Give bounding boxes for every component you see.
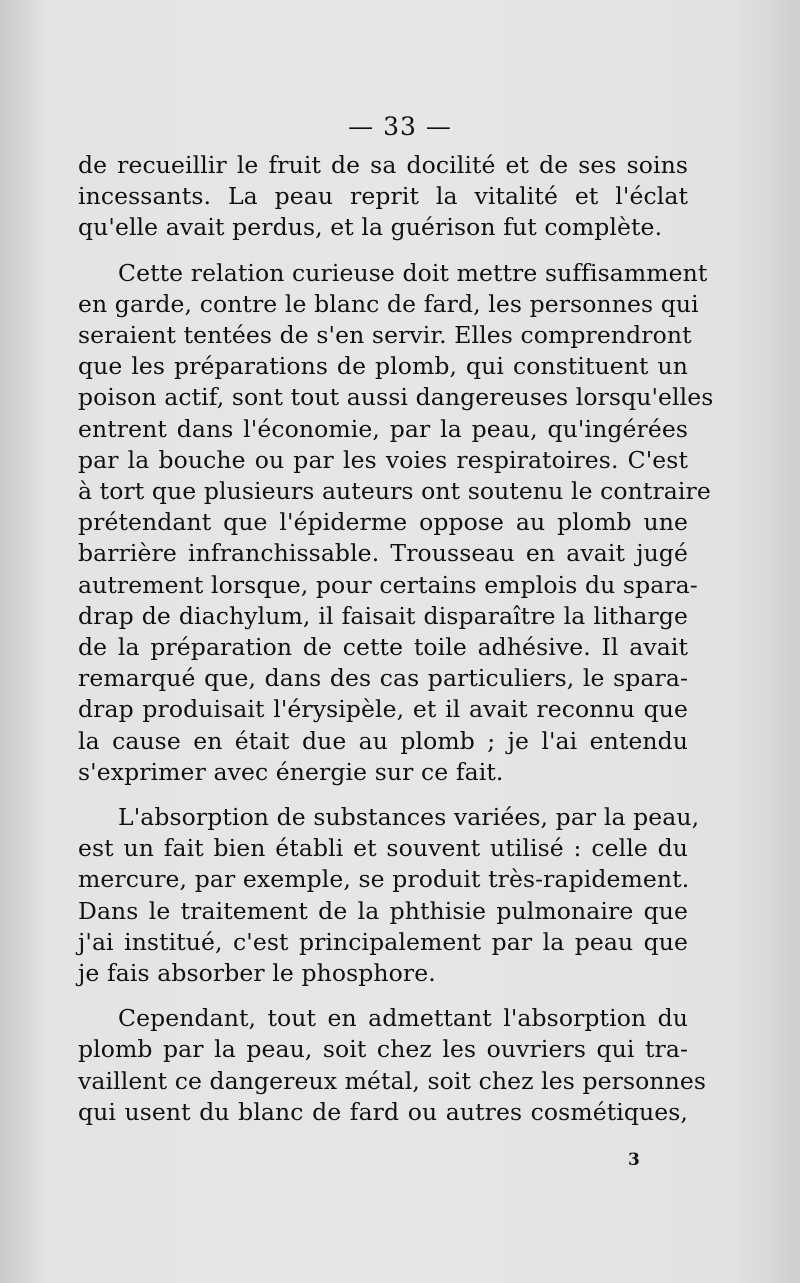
text-line: seraient tentées de s'en servir. Elles comprendront [78,321,692,350]
signature-mark: 3 [628,1150,640,1170]
text-line: la cause en était due au plomb ; je l'ai entendu [78,726,688,755]
text-line: incessants. La peau reprit la vitalité et l'éclat [78,182,688,211]
text-line: L'absorption de substances variées, par la peau, [118,803,700,832]
text-line: est un fait bien établi et souvent utilisé : celle du [78,834,688,863]
text-line: je fais absorber le phosphore. [78,959,436,988]
text-line: autrement lorsque, pour certains emplois du spara- [78,570,698,599]
text-line: qui usent du blanc de fard ou autres cosmétiques, [78,1097,688,1126]
text-line: de la préparation de cette toile adhésive. Il avait [78,633,688,662]
text-line: vaillent ce dangereux métal, soit chez les personnes [78,1066,707,1095]
text-line: mercure, par exemple, se produit très-rapidement. [78,865,690,894]
text-line: remarqué que, dans des cas particuliers, le spara- [78,664,688,693]
paragraph-1 [78,150,688,244]
text-line: s'exprimer avec énergie sur ce fait. [78,757,504,786]
text-line: Dans le traitement de la phthisie pulmonaire que [78,896,688,925]
text-line: qu'elle avait perdus, et la guérison fut complète. [78,213,663,242]
text-line: à tort que plusieurs auteurs ont soutenu le contraire [78,477,711,506]
page-number: — 33 — [348,112,452,141]
text-line: poison actif, sont tout aussi dangereuses lorsqu'elles [78,383,714,412]
text-line: Cependant, tout en admettant l'absorption du [118,1004,688,1033]
text-line: drap de diachylum, il faisait disparaître la litharge [78,601,688,630]
text-line: par la bouche ou par les voies respiratoires. C'est [78,445,688,474]
paragraph-2 [78,258,714,788]
paragraph-4 [78,1003,707,1128]
text-line: drap produisait l'érysipèle, et il avait reconnu que [78,695,688,724]
text-line: Cette relation curieuse doit mettre suffisamment [118,258,708,287]
text-line: de recueillir le fruit de sa docilité et de ses soins [78,151,688,179]
text-line: entrent dans l'économie, par la peau, qu'ingérées [78,414,688,443]
body-text [78,150,714,1142]
paragraph-3 [78,802,700,989]
text-line: que les préparations de plomb, qui constituent un [78,352,688,381]
text-line: j'ai institué, c'est principalement par la peau que [78,927,688,956]
text-line: en garde, contre le blanc de fard, les personnes qui [78,289,699,318]
text-line: prétendant que l'épiderme oppose au plomb une [78,508,688,537]
text-line: barrière infranchissable. Trousseau en avait jugé [78,539,688,568]
text-line: plomb par la peau, soit chez les ouvriers qui tra- [78,1035,688,1064]
